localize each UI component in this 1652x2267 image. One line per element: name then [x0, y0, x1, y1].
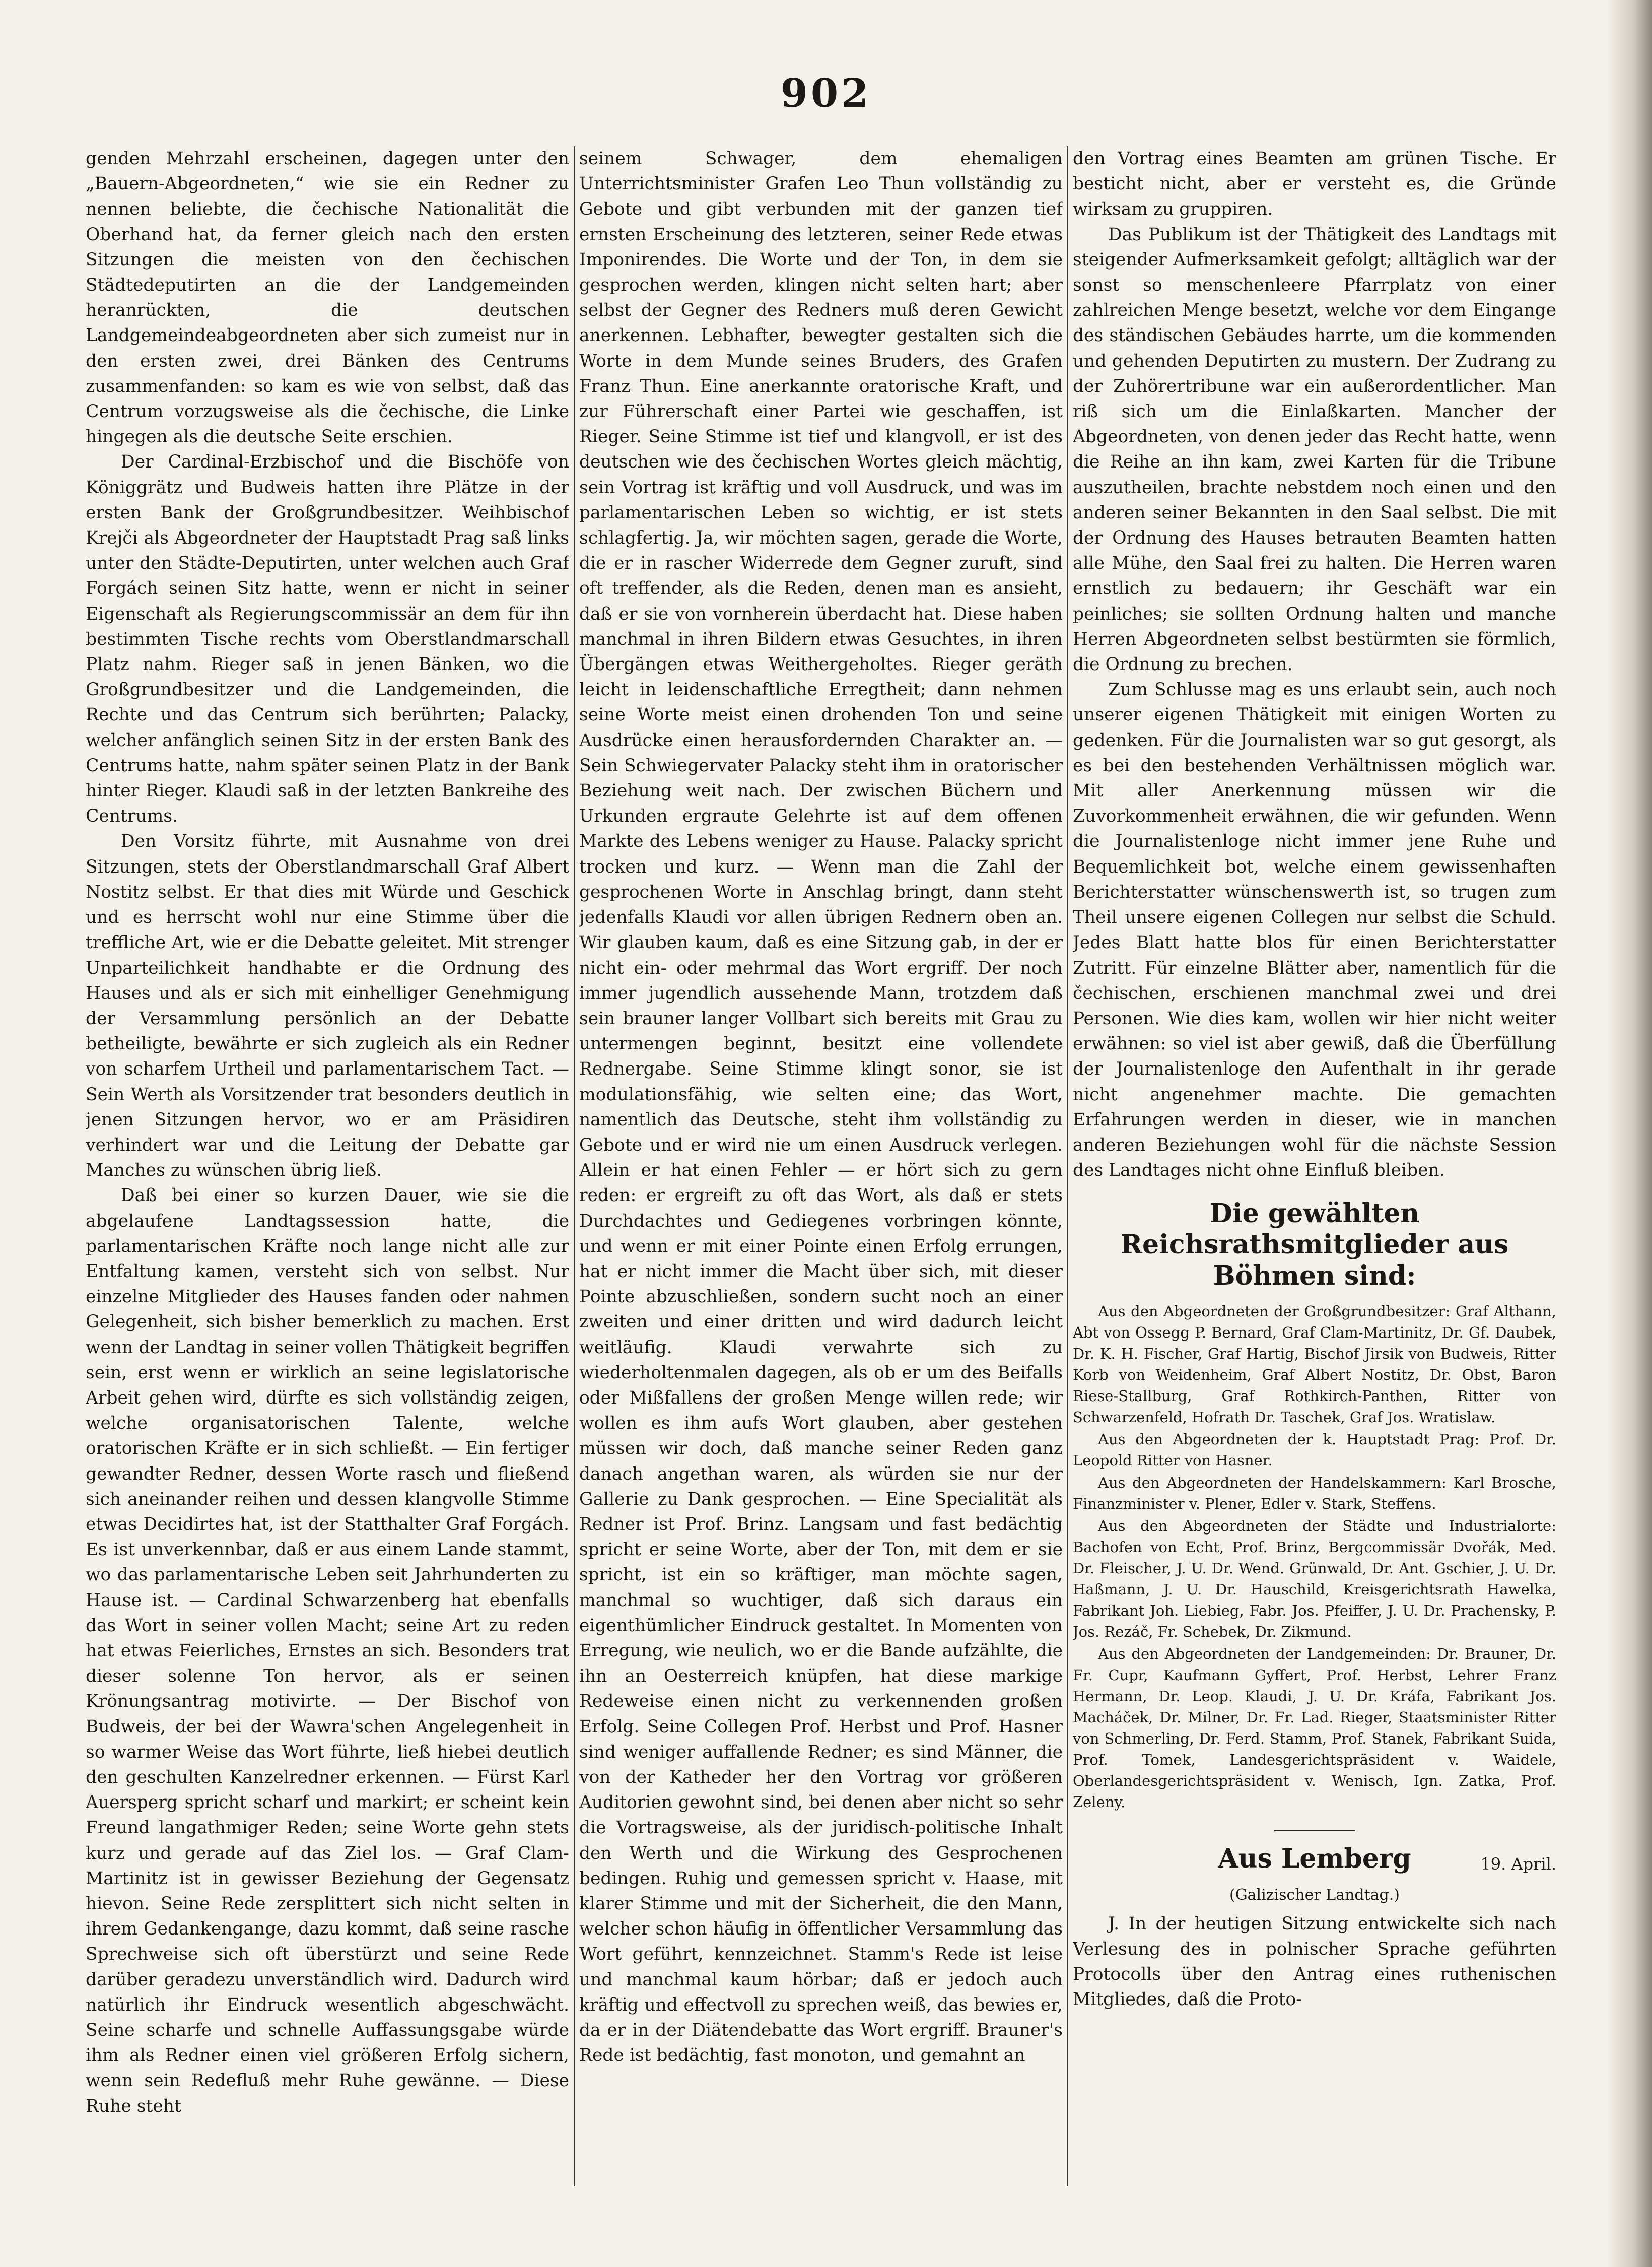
column-3 [1073, 146, 1556, 2222]
col1-paragraph: Der Cardinal-Erzbischof und die Bischöfe von Königgrätz und Budweis hatten ihre Plätze in der ersten Bank der Großgrundbesitzer. Weihbischof Krejči als Abgeordneter der Hauptstadt Prag saß links unter den Städte-Deputirten, unter welchen auch Graf Forgách seinen Sitz hatte, wenn er nicht in seiner Eigenschaft als Regierungscommissär an dem für ihn bestimmten Tische rechts vom Oberstlandmarschall Platz nahm. Rieger saß in jenen Bänken, wo die Großgrundbesitzer und die Landgemeinden, die Rechte und das Centrum sich berührten; Palacky, welcher anfänglich seinen Sitz in der ersten Bank des Centrums hatte, nahm später seinen Platz in der Bank hinter Rieger. Klaudi saß in der letzten Bankreihe des Centrums. [86, 452, 569, 827]
col3-paragraph: Das Publikum ist der Thätigkeit des Landtags mit steigender Aufmerksamkeit gefolgt; alltäglich war der sonst so menschenleere Pfarrplatz von einer zahlreichen Menge besetzt, welche vor dem Eingange des ständischen Gebäudes harrte, um die kommenden und gehenden Deputirten zu mustern. Der Zudrang zu der Zuhörertribune war ein außerordentlicher. Man riß sich um die Einlaßkarten. Mancher der Abgeordneten, von denen jeder das Recht hatte, wenn die Reihe an ihn kam, zwei Karten für die Tribune auszutheilen, brachte nebstdem noch einen und den anderen seiner Bekannten in den Saal selbst. Die mit der Ordnung des Hauses betrauten Beamten hatten alle Mühe, den Saal frei zu halten. Die Herren waren ernstlich zu bedauern; ihr Geschäft war ein peinliches; sie sollten Ordnung halten und manche Herren Abgeordneten selbst bestürmten sie förmlich, die Ordnung zu brechen. [1073, 224, 1556, 675]
members-list-item: Aus den Abgeordneten der Handelskammern: Karl Brosche, Finanzminister v. Plener, Edler v. Stark, Steffens. [1073, 1474, 1556, 1513]
members-list-item: Aus den Abgeordneten der Städte und Industrialorte: Bachofen von Echt, Prof. Brinz, Bergcommissär Dvořák, Med. Dr. Fleischer, J. U. Dr. Wend. Grünwald, Dr. Ant. Gschier, J. U. Dr. Haßmann, J. U. Dr. Hauschild, Kreisgerichtsrath Hawelka, Fabrikant Joh. Liebieg, Fabr. Jos. Pfeiffer, J. U. Dr. Prachensky, P. Jos. Rezáč, Fr. Schebek, Dr. Zikmund. [1073, 1517, 1556, 1641]
members-list-item: Aus den Abgeordneten der k. Hauptstadt Prag: Prof. Dr. Leopold Ritter von Hasner. [1073, 1431, 1556, 1470]
dateline-date: 19. April. [1480, 1854, 1556, 1874]
column-rule-1 [574, 146, 575, 2186]
members-list-item: Aus den Abgeordneten der Landgemeinden: Dr. Brauner, Dr. Fr. Cupr, Kaufmann Gyffert, Prof. Herbst, Lehrer Franz Hermann, Dr. Leop. Klaudi, J. U. Dr. Kráfa, Fabrikant Jos. Macháček, Dr. Milner, Dr. Fr. Lad. Rieger, Staatsminister Ritter von Schmerling, Dr. Ferd. Stamm, Prof. Stanek, Fabrikant Suida, Prof. Tomek, Landesgerichtspräsident v. Waidele, Oberlandesgerichtspräsident v. Wenisch, Ign. Zatka, Prof. Zeleny. [1073, 1645, 1556, 1811]
section-heading: Die gewählten Reichsrathsmitglieder aus Böhmen sind: [1120, 1198, 1509, 1292]
column-2 [579, 146, 1063, 2222]
column-1 [86, 146, 569, 2222]
col2-paragraph: seinem Schwager, dem ehemaligen Unterrichtsminister Grafen Leo Thun vollständig zu Gebote und gibt verbunden mit der ganzen tief ernsten Erscheinung des letzteren, seiner Rede etwas Imponirendes. Die Worte und der Ton, in dem sie gesprochen werden, klingen nicht selten hart; aber selbst der Gegner des Redners muß deren Gewicht anerkennen. Lebhafter, bewegter gestalten sich die Worte in dem Munde seines Bruders, des Grafen Franz Thun. Eine anerkannte oratorische Kraft, und zur Führerschaft einer Partei wie geschaffen, ist Rieger. Seine Stimme ist tief und klangvoll, er ist des deutschen wie des čechischen Wortes gleich mächtig, sein Vortrag ist kräftig und voll Ausdruck, und was im parlamentarischen Leben so wichtig, er ist stets schlagfertig. Ja, wir möchten sagen, gerade die Worte, die er in rascher Widerrede dem Gegner zuruft, sind oft treffender, als die Reden, denen man es ansieht, daß er sie von vornherein überdacht hat. Diese haben manchmal in ihren Bildern etwas Gesuchtes, in ihren Übergängen etwas Weithergeholtes. Rieger geräth leicht in leidenschaftliche Erregtheit; dann nehmen seine Worte meist einen drohenden Ton und seine Ausdrücke einen herausfordernden Charakter an. — Sein Schwiegervater Palacky steht ihm in oratorischer Beziehung weit nach. Der zwischen Büchern und Urkunden ergraute Gelehrte ist auf dem offenen Markte des Lebens weniger zu Hause. Palacky spricht trocken und kurz. — Wenn man die Zahl der gesprochenen Worte in Anschlag bringt, dann steht jedenfalls Klaudi vor allen übrigen Rednern oben an. Wir glauben kaum, daß es eine Sitzung gab, in der er nicht ein- oder mehrmal das Wort ergriff. Der noch immer jugendlich aussehende Mann, trotzdem daß sein brauner langer Vollbart sich bereits mit Grau zu untermengen beginnt, besitzt eine vollendete Rednergabe. Seine Stimme klingt sonor, sie ist modulationsfähig, wie selten eine; das Wort, namentlich das Deutsche, steht ihm vollständig zu Gebote und er wird nie um einen Ausdruck verlegen. Allein er hat einen Fehler — er hört sich zu gern reden: er ergreift zu oft das Wort, als daß er stets Durchdachtes und Gediegenes vorbringen könnte, und wenn er mit einer Pointe einen Erfolg errungen, hat er nicht immer die Macht über sich, mit dieser Pointe abzuschließen, sondern sucht noch an einer zweiten und einer dritten und wird dadurch leicht weitläufig. Klaudi verwahrte sich zu wiederholtenmalen dagegen, als ob er um des Beifalls oder Mißfallens der großen Menge willen rede; wir wollen es ihm aufs Wort glauben, aber gestehen müssen wir doch, daß manche seiner Reden ganz danach angethan waren, als würden sie nur der Gallerie zu Dank gesprochen. — Eine Specialität als Redner ist Prof. Brinz. Langsam und fast bedächtig spricht er seine Worte, aber der Ton, mit dem er sie spricht, ist ein so kräftiger, man möchte sagen, manchmal so wuchtiger, daß sich daraus ein eigenthümlicher Eindruck gestaltet. In Momenten von Erregung, wie neulich, wo er die Bande aufzählte, die ihn an Oesterreich knüpfen, hat diese markige Redeweise einen nicht zu verkennenden großen Erfolg. Seine Collegen Prof. Herbst und Prof. Hasner sind weniger auffallende Redner; es sind Männer, die von der Katheder her den Vortrag vor größeren Auditorien gewohnt sind, bei denen aber nicht so sehr die Vortragsweise, als der juridisch-politische Inhalt den Werth und die Wirkung des Gesprochenen bedingen. Ruhig und gemessen spricht v. Haase, mit klarer Stimme und mit der Sicherheit, die den Mann, welcher schon häufig in öffentlicher Versammlung das Wort geführt, kennzeichnet. Stamm's Rede ist leise und manchmal kaum hörbar; daß er jedoch auch kräftig und effectvoll zu sprechen weiß, das bewies er, da er in der Diätendebatte das Wort ergriff. Brauner's Rede ist bedächtig, fast monoton, und gemahnt an [579, 149, 1063, 2066]
dateline [1073, 1841, 1556, 1877]
column-rule-2 [1067, 146, 1068, 2186]
col1-paragraph: Daß bei einer so kurzen Dauer, wie sie die abgelaufene Landtagssession hatte, die parlamentarischen Kräfte noch lange nicht alle zur Entfaltung kamen, versteht sich von selbst. Nur einzelne Mitglieder des Hauses fanden oder nahmen Gelegenheit, sich bisher bemerklich zu machen. Erst wenn der Landtag in seiner vollen Thätigkeit begriffen sein, erst wenn er wirklich an seine legislatorische Arbeit gehen wird, dürfte es sich vollständig zeigen, welche organisatorischen Talente, welche oratorischen Kräfte er in sich schließt. — Ein fertiger gewandter Redner, dessen Worte rasch und fließend sich aneinander reihen und dessen klangvolle Stimme etwas Decidirtes hat, ist der Statthalter Graf Forgách. Es ist unverkennbar, daß er aus einem Lande stammt, wo das parlamentarische Leben seit Jahrhunderten zu Hause ist. — Cardinal Schwarzenberg hat ebenfalls das Wort in seiner vollen Macht; seine Art zu reden hat etwas Feierliches, Ernstes an sich. Besonders trat dieser solenne Ton hervor, als er seinen Krönungsantrag motivirte. — Der Bischof von Budweis, der bei der Wawra'schen Angelegenheit in so warmer Weise das Wort führte, ließ hiebei deutlich den geschulten Kanzelredner erkennen. — Fürst Karl Auersperg spricht scharf und markirt; er scheint kein Freund langathmiger Reden; seine Worte gehn stets kurz und gerade auf das Ziel los. — Graf Clam-Martinitz ist in gewisser Beziehung der Gegensatz hievon. Seine Rede zersplittert sich nicht selten in ihrem Gedankengange, dazu kommt, daß seine rasche Sprechweise sich oft überstürzt und seine Rede darüber geradezu unverständlich wird. Dadurch wird natürlich ihr Eindruck wesentlich abgeschwächt. Seine scharfe und schnelle Auffassungsgabe würde ihm als Redner einen viel größeren Erfolg sichern, wenn sein Redefluß mehr Ruhe gewänne. — Diese Ruhe steht [86, 1185, 569, 2116]
col1-paragraph: Den Vorsitz führte, mit Ausnahme von drei Sitzungen, stets der Oberstlandmarschall Graf Albert Nostitz selbst. Er that dies mit Würde und Geschick und es herrscht wohl nur eine Stimme über die treffliche Art, wie er die Debatte geleitet. Mit strenger Unparteilichkeit handhabte er die Ordnung des Hauses und als er sich mit einhelliger Genehmigung der Versammlung persönlich an der Debatte betheiligte, bewährte er sich zugleich als ein Redner von scharfem Urtheil und parlamentarischem Tact. — Sein Werth als Vorsitzender trat besonders deutlich in jenen Sitzungen hervor, wo er am Präsidiren verhindert war und die Leitung der Debatte gar Manches zu wünschen übrig ließ. [86, 831, 569, 1181]
members-list-item: Aus den Abgeordneten der Großgrundbesitzer: Graf Althann, Abt von Ossegg P. Bernard, Graf Clam-Martinitz, Dr. Gf. Daubek, Dr. K. H. Fischer, Graf Hartig, Bischof Jirsik von Budweis, Ritter Korb von Weidenheim, Graf Albert Nostitz, Dr. Obst, Baron Riese-Stallburg, Graf Rothkirch-Panthen, Ritter von Schwarzenfeld, Hofrath Dr. Taschek, Graf Jos. Wratislaw. [1073, 1303, 1556, 1426]
col3-paragraph: den Vortrag eines Beamten am grünen Tische. Er besticht nicht, aber er versteht es, die Gründe wirksam zu gruppiren. [1073, 149, 1556, 220]
page-edge-shadow [1607, 0, 1652, 2267]
final-paragraph: J. In der heutigen Sitzung entwickelte sich nach Verlesung des in polnischer Sprache geführten Protocolls über den Antrag eines ruthenischen Mitgliedes, daß die Proto- [1073, 1913, 1556, 2010]
page-number: 902 [780, 71, 872, 116]
col3-paragraph: Zum Schlusse mag es uns erlaubt sein, auch noch unserer eigenen Thätigkeit mit einigen Worten zu gedenken. Für die Journalisten war so gut gesorgt, als es bei den bestehenden Verhältnissen möglich war. Mit aller Anerkennung müssen wir die Zuvorkommenheit erwähnen, die wir gefunden. Wenn die Journalistenloge nicht immer jene Ruhe und Bequemlichkeit bot, welche einem gewissenhaften Berichterstatter wünschenswerth ist, so trugen zum Theil unsere eigenen Collegen nur selbst die Schuld. Jedes Blatt hatte blos für einen Berichterstatter Zutritt. Für einzelne Blätter aber, namentlich für die čechischen, erschienen manchmal zwei und drei Personen. Wie dies kam, wollen wir hier nicht weiter erwähnen: so viel ist aber gewiß, daß die Überfüllung der Journalistenloge den Aufenthalt in ihr gerade nicht angenehmer machte. Die gemachten Erfahrungen werden in dieser, wie in manchen anderen Beziehungen wohl für die nächste Session des Landtages nicht ohne Einfluß bleiben. [1073, 680, 1556, 1181]
members-lists [1073, 1301, 1556, 1813]
col1-paragraph: genden Mehrzahl erscheinen, dagegen unter den „Bauern-Abgeordneten,“ wie sie ein Redner zu nennen beliebte, die čechische Nationalität die Oberhand hat, da ferner gleich nach den ersten Sitzungen die meisten von den čechischen Städtedeputirten an die der Landgemeinden heranrückten, die deutschen Landgemeindeabgeordneten aber sich zumeist nur in den ersten zwei, drei Bänken des Centrums zusammenfanden: so kam es wie von selbst, daß das Centrum vorzugsweise als die čechische, die Linke hingegen als die deutsche Seite erschien. [86, 149, 569, 447]
section-divider [1274, 1830, 1355, 1831]
dateline-subheading: (Galizischer Landtag.) [1229, 1886, 1400, 1904]
dateline-place: Aus Lemberg [1218, 1843, 1411, 1875]
